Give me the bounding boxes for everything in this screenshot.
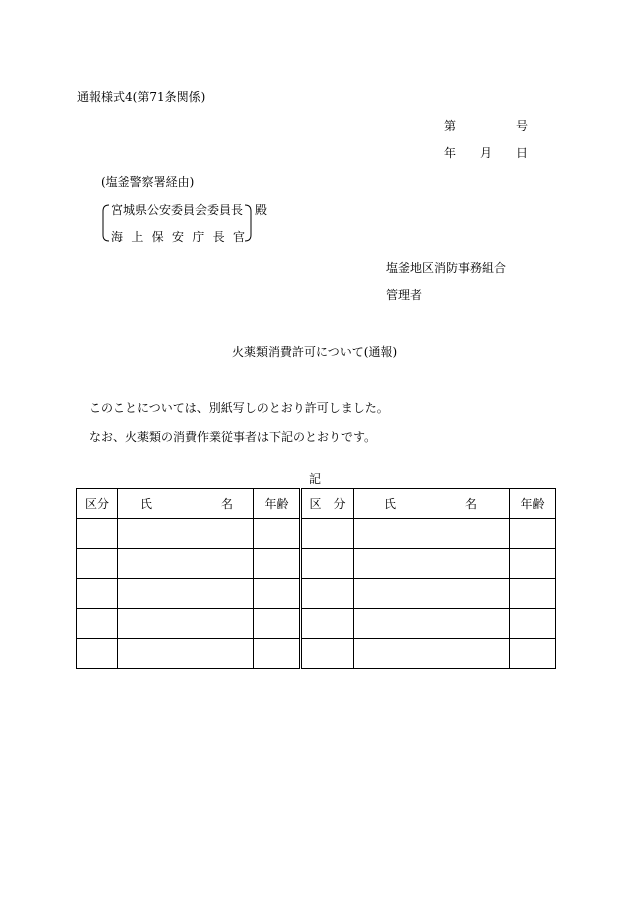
cell-name-left [118,639,254,669]
ki-label: 記 [309,472,322,486]
cell-name-left [118,519,254,549]
body-line-1: このことについては、別紙写しのとおり許可しました。 [89,401,389,415]
date-year: 年 [444,146,457,160]
cell-age-right [510,519,556,549]
workers-table [76,488,556,669]
table-row [77,609,556,639]
number-dai: 第 [444,119,457,133]
cell-age-left [254,549,301,579]
cell-age-left [254,579,301,609]
table-row [77,579,556,609]
cell-age-right [510,609,556,639]
cell-kubun-left [77,609,118,639]
cell-age-right [510,579,556,609]
honorific: 殿 [255,203,268,217]
document-title: 火薬類消費許可について(通報) [232,345,398,359]
right-bracket [242,203,254,243]
cell-name-right [354,609,510,639]
form-label: 通報様式4(第71条関係) [77,90,206,104]
cell-age-left [254,609,301,639]
header-name-left: 氏 名 [118,489,254,519]
sender-org: 塩釜地区消防事務組合 [386,261,507,275]
cell-kubun-left [77,549,118,579]
table-row [77,639,556,669]
header-name-right: 氏 名 [354,489,510,519]
sender-title: 管理者 [386,288,423,302]
cell-name-right [354,549,510,579]
header-age-left: 年齢 [254,489,301,519]
cell-name-right [354,639,510,669]
cell-age-left [254,519,301,549]
cell-name-left [118,549,254,579]
header-age-right: 年齢 [510,489,556,519]
cell-age-right [510,549,556,579]
cell-age-left [254,639,301,669]
cell-kubun-left [77,519,118,549]
date-month: 月 [480,146,493,160]
header-kubun-right: 区 分 [301,489,354,519]
cell-name-right [354,519,510,549]
table-row [77,519,556,549]
cell-age-right [510,639,556,669]
cell-kubun-right [301,549,354,579]
cell-kubun-right [301,609,354,639]
table-row [77,549,556,579]
number-gou: 号 [516,119,529,133]
cell-name-right [354,579,510,609]
cell-name-left [118,579,254,609]
body-line-2: なお、火薬類の消費作業従事者は下記のとおりです。 [89,430,377,444]
cell-kubun-right [301,579,354,609]
cell-name-left [118,609,254,639]
addressee-line2: 海 上 保 安 庁 長 官 [111,230,245,244]
addressee-line1: 宮城県公安委員会委員長 [111,203,244,217]
cell-kubun-left [77,639,118,669]
via-police: (塩釜警察署経由) [101,175,195,189]
cell-kubun-left [77,579,118,609]
date-day: 日 [516,146,529,160]
cell-kubun-right [301,639,354,669]
header-kubun-left: 区分 [77,489,118,519]
cell-kubun-right [301,519,354,549]
table-header-row [77,489,556,519]
